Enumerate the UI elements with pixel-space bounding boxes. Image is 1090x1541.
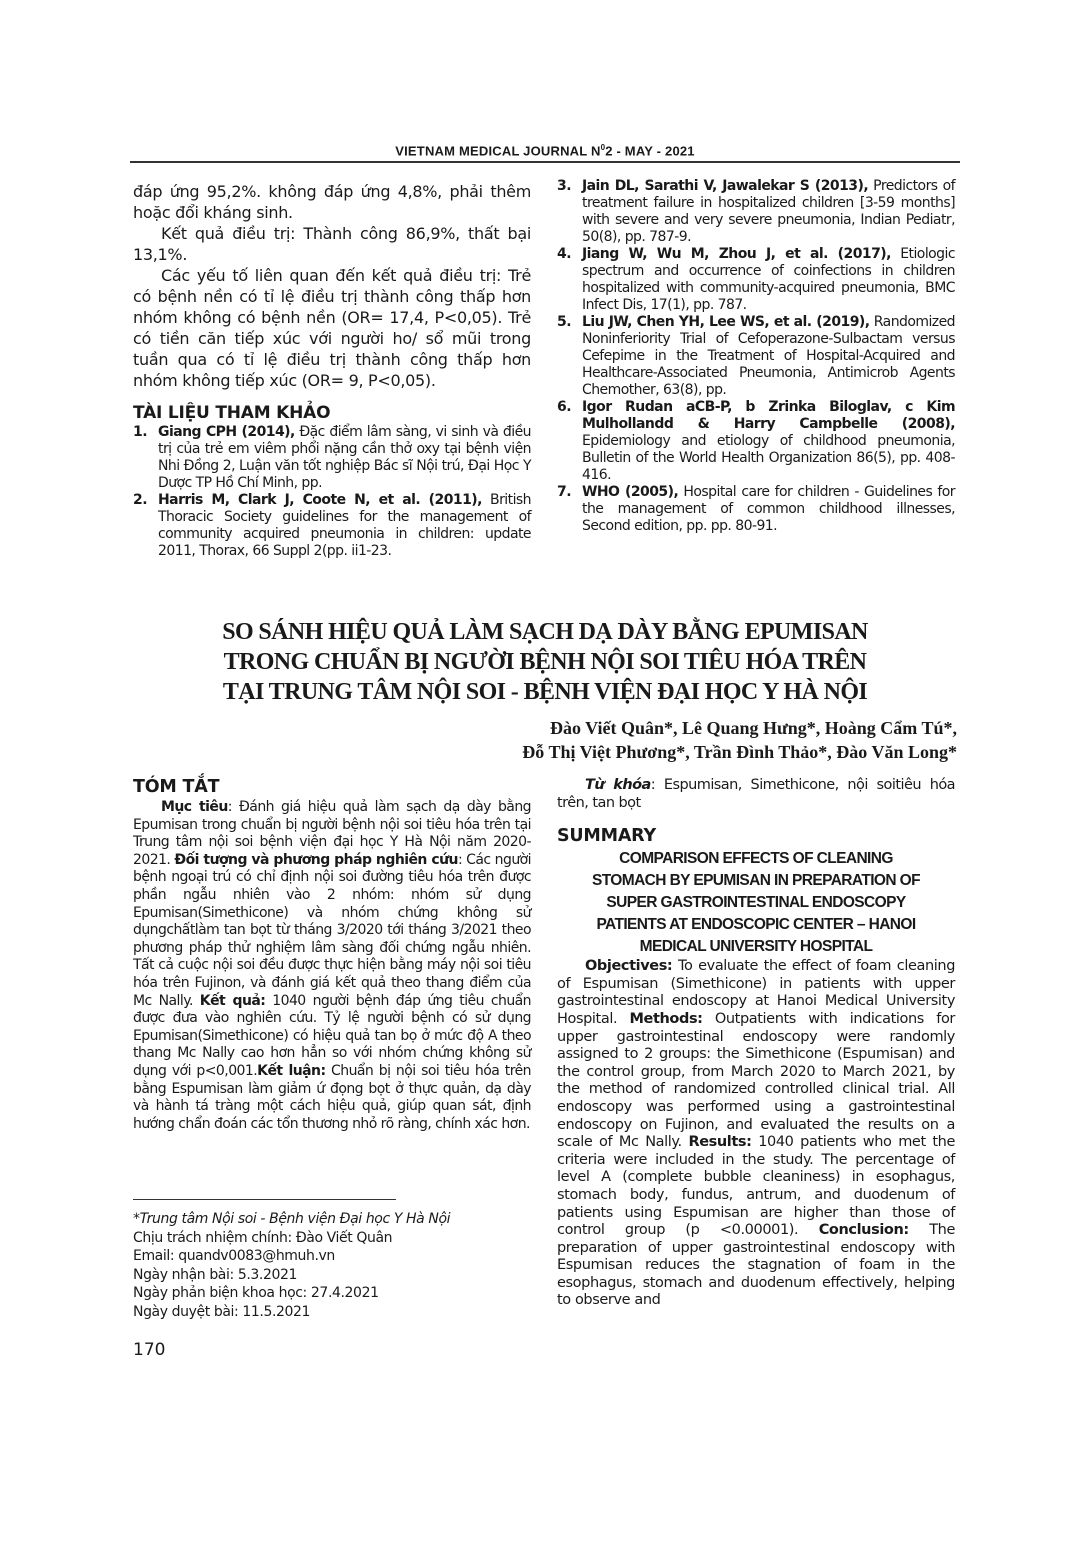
running-header: [130, 143, 960, 158]
prev-article-conclusion: [133, 181, 531, 560]
english-title: [557, 848, 955, 958]
ref-authors: Jain DL, Sarathi V, Jawalekar S (2013),: [582, 178, 869, 194]
date-accepted: Ngày duyệt bài: 11.5.2021: [133, 1303, 311, 1320]
ref-number: 2.: [133, 492, 147, 508]
title-line: COMPARISON EFFECTS OF CLEANING: [619, 850, 893, 868]
ref-authors: Liu JW, Chen YH, Lee WS, et al. (2019),: [582, 314, 870, 330]
ref-text: Etiologic spectrum and occurrence of coinfections in children hospitalized with community-acquired pneumonia, BMC Infect Dis, 17(1), pp. 787.: [582, 246, 955, 313]
label-conclusion: Conclusion:: [818, 1222, 909, 1239]
methods-text: : Các người bệnh ngoại trú có chỉ định nội soi đường tiêu hóa trên được phần ngẫu nhiên vào 2 nhóm: nhóm sử dụng Epumisan(Simethicone) và nhóm chứng không sử dụngchấtlàm tan bọt từ tháng 3/2020 tới tháng 3/2021 theo phương pháp thử nghiệm lâm sàng đối chứng ngẫu nhiên. Tất cả cuộc nội soi đều được thực hiện bằng máy nội soi tiêu hóa trên Fujinon, và đánh giá kết quả theo thang điểm của Mc Nally.: [133, 851, 531, 1009]
title-line: PATIENTS AT ENDOSCOPIC CENTER – HANOI: [596, 916, 916, 934]
title-line: MEDICAL UNIVERSITY HOSPITAL: [639, 938, 873, 956]
reference-item: [133, 424, 531, 492]
reference-item: [133, 492, 531, 560]
header-rule: [130, 161, 960, 163]
reference-list: [133, 424, 531, 560]
references-heading: TÀI LIỆU THAM KHẢO: [133, 403, 331, 423]
ref-authors: WHO (2005),: [582, 484, 679, 500]
footnote: [133, 1210, 450, 1321]
keywords: [557, 777, 955, 812]
reference-item: [557, 314, 955, 399]
page-number: 170: [133, 1340, 166, 1360]
affiliation: *Trung tâm Nội soi - Bệnh viện Đại học Y Hà Nội: [133, 1211, 451, 1227]
ref-number: 5.: [557, 314, 571, 330]
abstract-body: [133, 799, 531, 1133]
footnote-rule: [133, 1199, 396, 1200]
ref-text: Hospital care for children - Guidelines for the management of common childhood illnesses, Second edition, pp. pp. 80-91.: [582, 484, 955, 534]
label-methods: Đối tượng và phương pháp nghiên cứu: [174, 851, 458, 868]
issue-sup: 0: [600, 143, 606, 152]
reference-item: [557, 484, 955, 535]
objectives-text: To evaluate the effect of foam cleaning of Espumisan (Simethicone) in patients with upper gastrointestinal endoscopy at Hanoi Medical University Hospital.: [557, 958, 955, 1027]
conclusion-text: The preparation of upper gastrointestinal endoscopy with Espumisan reduces the stagnation of foam in the esophagus, stomach and duodenum effectively, helping to observe and: [557, 1222, 955, 1309]
label-conclusion: Kết luận:: [257, 1062, 326, 1079]
date-reviewed: Ngày phản biện khoa học: 27.4.2021: [133, 1285, 379, 1301]
date-received: Ngày nhận bài: 5.3.2021: [133, 1266, 297, 1283]
reference-item: [557, 246, 955, 314]
reference-item: [557, 399, 955, 484]
responsible-author: Chịu trách nhiệm chính: Đào Viết Quân: [133, 1229, 393, 1246]
authors-line: Đào Viết Quân*, Lê Quang Hưng*, Hoàng Cẩm Tú*,: [549, 718, 957, 738]
ref-text: Epidemiology and etiology of childhood pneumonia, Bulletin of the World Health Organization 86(5), pp. 408-416.: [582, 433, 955, 483]
journal-name: VIETNAM MEDICAL JOURNAL N: [395, 143, 601, 159]
article-title: [160, 617, 930, 707]
title-line: SO SÁNH HIỆU QUẢ LÀM SẠCH DẠ DÀY BẰNG EPUMISAN: [222, 619, 868, 645]
summary-body: [557, 958, 955, 1310]
title-line: TRONG CHUẨN BỊ NGƯỜI BỆNH NỘI SOI TIÊU HÓA TRÊN: [223, 649, 867, 675]
article-authors: [522, 716, 957, 764]
keywords-text: : Espumisan, Simethicone, nội soitiêu hóa trên, tan bọt: [557, 777, 955, 811]
ref-text: Randomized Noninferiority Trial of Cefoperazone-Sulbactam versus Cefepime in the Treatment of Hospital-Acquired and Healthcare-Associated Pneumonia, Antimicrob Agents Chemother, 63(8), pp.: [582, 314, 955, 398]
paragraph: Các yếu tố liên quan đến kết quả điều trị: Trẻ có bệnh nền có tỉ lệ điều trị thành công thấp hơn nhóm không có bệnh nền (OR= 17,4, P<0,05). Trẻ có tiền căn tiếp xúc với người ho/ sổ mũi trong tuần qua có tỉ lệ điều trị thành công thấp hơn nhóm không tiếp xúc (OR= 9, P<0,05).: [133, 266, 531, 390]
ref-authors: Giang CPH (2014),: [158, 424, 295, 440]
label-methods: Methods:: [629, 1010, 703, 1027]
title-line: STOMACH BY EPUMISAN IN PREPARATION OF: [591, 872, 920, 890]
reference-list-continued: [557, 178, 955, 535]
paragraph: Kết quả điều trị: Thành công 86,9%, thất bại 13,1%.: [133, 224, 531, 264]
ref-number: 3.: [557, 178, 571, 194]
title-line: SUPER GASTROINTESTINAL ENDOSCOPY: [606, 894, 906, 912]
paragraph: đáp ứng 95,2%. không đáp ứng 4,8%, phải thêm hoặc đổi kháng sinh.: [133, 182, 531, 222]
authors-line: Đỗ Thị Việt Phương*, Trần Đình Thảo*, Đào Văn Long*: [522, 742, 957, 762]
summary-heading: SUMMARY: [557, 826, 656, 847]
abstract-heading: TÓM TẮT: [133, 777, 220, 797]
issue-date: 2 - MAY - 2021: [605, 143, 695, 159]
title-line: TẠI TRUNG TÂM NỘI SOI - BỆNH VIỆN ĐẠI HỌC Y HÀ NỘI: [222, 679, 868, 705]
email: Email: quandv0083@hmuh.vn: [133, 1248, 335, 1264]
english-summary: [557, 777, 955, 1310]
results-text: 1040 patients who met the criteria were included in the study. The percentage of level A (complete bubble cleaniness) in esophagus, stomach body, fundus, antrum, and duodenum of patients using Espumisan are higher than those of control group (p <0.00001).: [557, 1134, 955, 1239]
ref-number: 7.: [557, 484, 571, 500]
objective-text: : Đánh giá hiệu quả làm sạch dạ dày bằng Epumisan trong chuẩn bị người bệnh nội soi tiêu hóa trên tại Trung tâm nội soi bệnh viện đại học Y Hà Nội năm 2020-2021.: [133, 799, 531, 868]
conclusion-text: Chuẩn bị nội soi tiêu hóa trên bằng Espumisan làm giảm ứ đọng bọt ở thực quản, dạ dày và hành tá tràng một cách hiệu quả, giúp quan sát, định hướng chẩn đoán các tổn thương nhỏ rõ ràng, chính xác hơn.: [133, 1062, 531, 1132]
keywords-label: Từ khóa: [585, 777, 651, 793]
ref-number: 1.: [133, 424, 147, 440]
ref-number: 6.: [557, 399, 571, 415]
ref-authors: Igor Rudan aCB-P, b Zrinka Biloglav, c Kim Mulhollandd & Harry Campbelle (2008),: [582, 399, 955, 432]
label-results: Kết quả:: [199, 992, 266, 1009]
ref-authors: Harris M, Clark J, Coote N, et al. (2011),: [158, 492, 482, 508]
reference-item: [557, 178, 955, 246]
ref-text: British Thoracic Society guidelines for the management of community acquired pneumonia in children: update 2011, Thorax, 66 Suppl 2(pp. ii1-23.: [158, 492, 531, 559]
label-results: Results:: [688, 1134, 752, 1151]
vietnamese-abstract: [133, 775, 531, 1133]
results-text: 1040 người bệnh đáp ứng tiêu chuẩn được đưa vào nghiên cứu. Tỷ lệ người bệnh có sử dụng Epumisan(Simethicone) có hiệu quả tan bọ ở mức độ A theo thang Mc Nally cao hơn hẳn so với nhóm chứng không sử dụng với p<0,001.: [133, 992, 531, 1079]
label-objectives: Objectives:: [585, 958, 673, 975]
ref-number: 4.: [557, 246, 571, 262]
label-objective: Mục tiêu: [161, 799, 228, 815]
methods-text: Outpatients with indications for upper gastrointestinal endoscopy were randomly assigned to 2 groups: the Simethicone (Espumisan) and the control group, from March 2020 to March 2021, by the method of randomized controlled clinical trial. All endoscopy was performed using a gastrointestinal endoscopy on Fujinon, and evaluated the results on a scale of Mc Nally.: [557, 1010, 955, 1151]
ref-text: Predictors of treatment failure in hospitalized children [3-59 months] with severe and very severe pneumonia, Indian Pediatr, 50(8), pp. 787-9.: [582, 178, 956, 245]
ref-text: Đặc điểm lâm sàng, vi sinh và điều trị của trẻ em viêm phổi nặng cần thở oxy tại bệnh viện Nhi Đồng 2, Luận văn tốt nghiệp Bác sĩ Nội trú, Đại Học Y Dược TP Hồ Chí Minh, pp.: [158, 424, 531, 491]
ref-authors: Jiang W, Wu M, Zhou J, et al. (2017),: [582, 246, 891, 262]
